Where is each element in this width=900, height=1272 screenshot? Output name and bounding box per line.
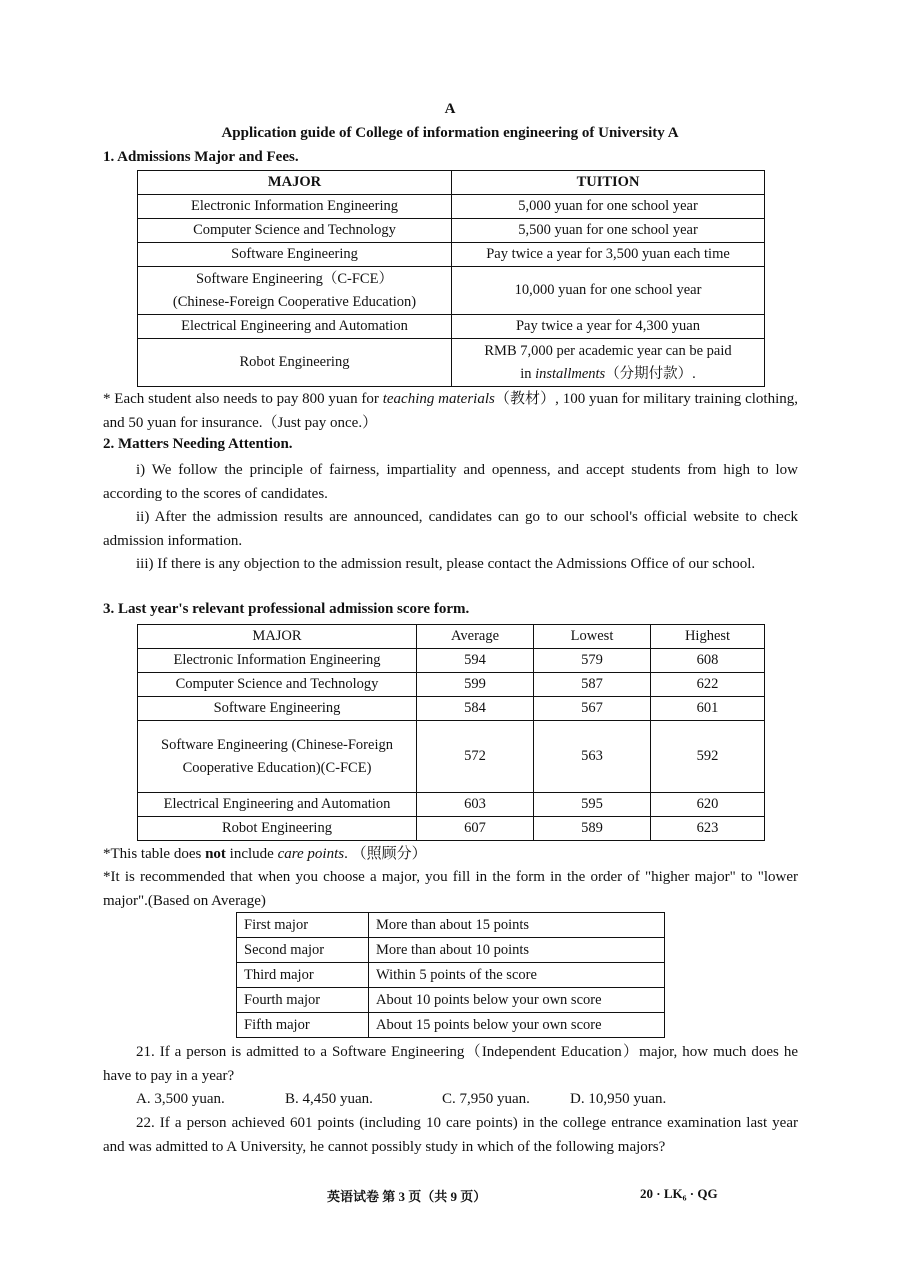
- lowest-cell: 595: [534, 793, 651, 817]
- major-cell: Software Engineering: [138, 243, 452, 267]
- section3-heading: 3. Last year's relevant professional admission score form.: [103, 601, 470, 617]
- note-bold: not: [205, 846, 226, 862]
- col-lowest: Lowest: [534, 625, 651, 649]
- note-text: *This table does: [103, 846, 206, 862]
- tuition-table: [137, 170, 765, 387]
- option-c: C. 7,950 yuan.: [442, 1091, 530, 1107]
- table-row: [237, 1013, 665, 1038]
- table-row: [138, 243, 765, 267]
- attention-item: ii) After the admission results are announced, candidates can go to our school's official website to check admission information.: [103, 509, 798, 549]
- table-row: [138, 673, 765, 697]
- highest-cell: 622: [651, 673, 765, 697]
- lowest-cell: 563: [534, 721, 651, 793]
- care-points-note: [103, 843, 798, 867]
- note-text: * Each student also needs to pay 800 yuan for: [103, 391, 383, 407]
- table-row: [138, 793, 765, 817]
- table-row: [237, 963, 665, 988]
- criteria-cell: About 10 points below your own score: [369, 988, 665, 1013]
- major-cell: Robot Engineering: [138, 817, 417, 841]
- average-cell: 599: [417, 673, 534, 697]
- table-row: [138, 721, 765, 793]
- question-22: 22. If a person achieved 601 points (including 10 care points) in the college entrance examination last year and was admitted to A University, he cannot possibly study in which of the following majors?: [103, 1115, 798, 1155]
- major-line: (Chinese-Foreign Cooperative Education): [172, 293, 417, 310]
- table-row: [138, 315, 765, 339]
- tuition-line: RMB 7,000 per academic year can be paid: [484, 342, 732, 359]
- highest-cell: 620: [651, 793, 765, 817]
- page-title: Application guide of College of information engineering of University A: [221, 125, 679, 141]
- order-cell: Third major: [237, 963, 369, 988]
- average-cell: 584: [417, 697, 534, 721]
- section-letter: A: [444, 101, 456, 117]
- highest-cell: 623: [651, 817, 765, 841]
- major-cell: [138, 267, 452, 315]
- order-cell: Fifth major: [237, 1013, 369, 1038]
- highest-cell: 592: [651, 721, 765, 793]
- major-cell: Robot Engineering: [138, 339, 452, 387]
- option-a: A. 3,500 yuan.: [136, 1091, 225, 1107]
- average-cell: 572: [417, 721, 534, 793]
- major-order-table: [236, 912, 665, 1038]
- col-major: MAJOR: [138, 171, 452, 195]
- lowest-cell: 587: [534, 673, 651, 697]
- major-cell: Electrical Engineering and Automation: [138, 793, 417, 817]
- table-row: [237, 913, 665, 938]
- major-cell: Electrical Engineering and Automation: [138, 315, 452, 339]
- note-text: include: [225, 846, 278, 862]
- highest-cell: 608: [651, 649, 765, 673]
- major-cell: Software Engineering (Chinese-Foreign Cooperative Education)(C-FCE): [138, 721, 417, 793]
- criteria-cell: More than about 10 points: [369, 938, 665, 963]
- table-row: [138, 649, 765, 673]
- table-row: [138, 697, 765, 721]
- question-21: 21. If a person is admitted to a Software Engineering（Independent Education）major, how much does he have to pay in a year?: [103, 1044, 798, 1084]
- col-highest: Highest: [651, 625, 765, 649]
- table-row: [138, 267, 765, 315]
- table-row: [237, 938, 665, 963]
- fees-note: [103, 388, 798, 435]
- tuition-italic: installments: [535, 365, 606, 382]
- average-cell: 607: [417, 817, 534, 841]
- order-cell: Fourth major: [237, 988, 369, 1013]
- attention-item: i) We follow the principle of fairness, impartiality and openness, and accept students from high to low according to the scores of candidates.: [103, 462, 798, 502]
- col-major: MAJOR: [138, 625, 417, 649]
- tuition-cell: Pay twice a year for 3,500 yuan each time: [452, 243, 765, 267]
- major-cell: Computer Science and Technology: [138, 219, 452, 243]
- tuition-text: in: [520, 365, 536, 382]
- note-text: . （照顾分）: [344, 846, 427, 862]
- attention-item: iii) If there is any objection to the admission result, please contact the Admissions Office of our school.: [136, 556, 756, 572]
- tuition-text: （分期付款）.: [605, 365, 696, 382]
- criteria-cell: More than about 15 points: [369, 913, 665, 938]
- average-cell: 603: [417, 793, 534, 817]
- col-average: Average: [417, 625, 534, 649]
- major-cell: Electronic Information Engineering: [138, 649, 417, 673]
- tuition-cell: 10,000 yuan for one school year: [452, 267, 765, 315]
- average-cell: 594: [417, 649, 534, 673]
- tuition-cell: [452, 339, 765, 387]
- major-cell: Computer Science and Technology: [138, 673, 417, 697]
- note-italic: care points: [277, 846, 345, 862]
- table-row: [237, 988, 665, 1013]
- tuition-cell: 5,000 yuan for one school year: [452, 195, 765, 219]
- option-d: D. 10,950 yuan.: [570, 1091, 667, 1107]
- lowest-cell: 567: [534, 697, 651, 721]
- recommendation-note: *It is recommended that when you choose a major, you fill in the form in the order of "higher major" to "lower major".(Based on Average): [103, 869, 798, 909]
- lowest-cell: 579: [534, 649, 651, 673]
- highest-cell: 601: [651, 697, 765, 721]
- option-b: B. 4,450 yuan.: [285, 1091, 373, 1107]
- score-table: [137, 624, 765, 841]
- lowest-cell: 589: [534, 817, 651, 841]
- major-cell: Electronic Information Engineering: [138, 195, 452, 219]
- tuition-cell: 5,500 yuan for one school year: [452, 219, 765, 243]
- section1-heading: 1. Admissions Major and Fees.: [103, 149, 299, 165]
- tuition-cell: Pay twice a year for 4,300 yuan: [452, 315, 765, 339]
- col-tuition: TUITION: [452, 171, 765, 195]
- order-cell: Second major: [237, 938, 369, 963]
- order-cell: First major: [237, 913, 369, 938]
- page-number: 英语试卷 第 3 页（共 9 页）: [327, 1189, 487, 1204]
- table-row: [138, 195, 765, 219]
- major-line: Software Engineering（C-FCE）: [196, 270, 393, 287]
- note-italic: teaching materials: [382, 391, 495, 407]
- table-row: [138, 339, 765, 387]
- note-text: （教材）, 100 yuan for military training clothing, and 50 yuan for insurance.（Just pay once.）: [103, 391, 798, 431]
- exam-code: 20 · LK₆ · QG: [640, 1186, 718, 1201]
- major-cell: Software Engineering: [138, 697, 417, 721]
- criteria-cell: About 15 points below your own score: [369, 1013, 665, 1038]
- table-row: [138, 219, 765, 243]
- table-row: [138, 817, 765, 841]
- section2-heading: 2. Matters Needing Attention.: [103, 436, 293, 452]
- criteria-cell: Within 5 points of the score: [369, 963, 665, 988]
